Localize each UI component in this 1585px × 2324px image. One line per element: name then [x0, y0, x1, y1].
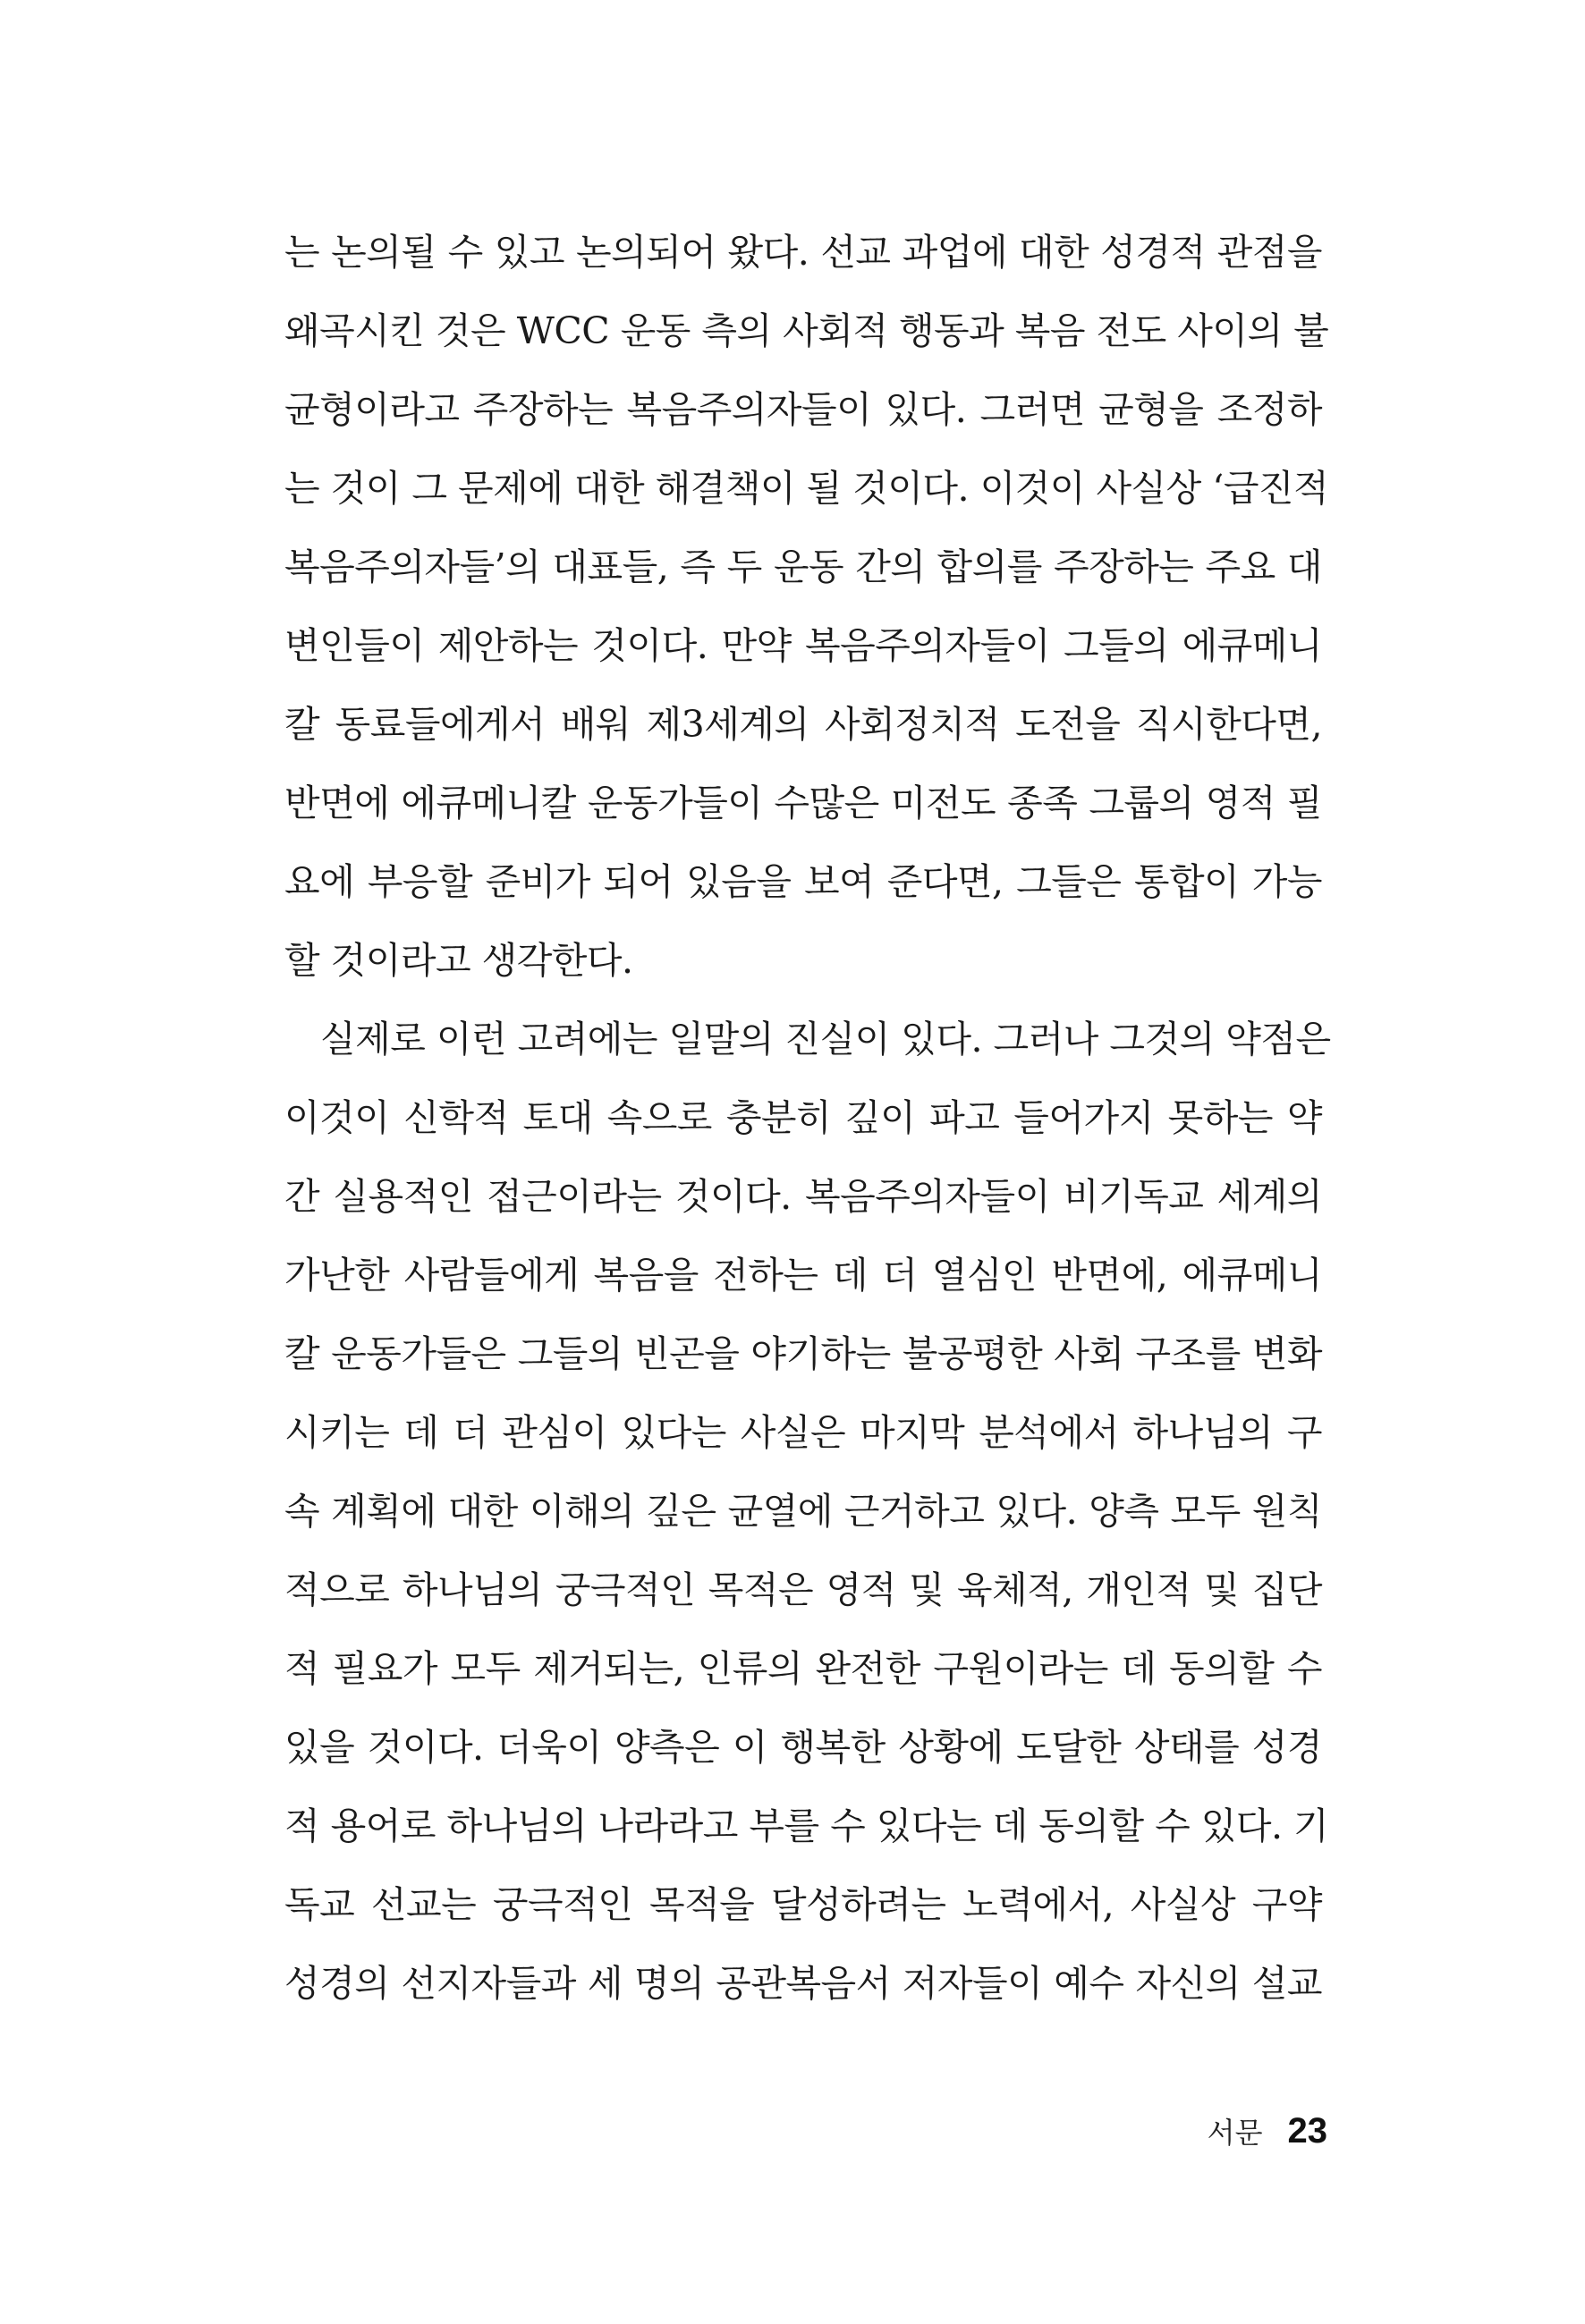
text-line-9: 요에 부응할 준비가 되어 있음을 보여 준다면, 그들은 통합이 가능	[284, 860, 1322, 903]
text-line-4: 는 것이 그 문제에 대한 해결책이 될 것이다. 이것이 사실상 ‘급진적	[284, 467, 1329, 510]
text-line-21: 적 용어로 하나님의 나라라고 부를 수 있다는 데 동의할 수 있다. 기	[284, 1804, 1329, 1847]
text-line-22: 독교 선교는 궁극적인 목적을 달성하려는 노력에서, 사실상 구약	[284, 1883, 1322, 1926]
text-line-20: 있을 것이다. 더욱이 양측은 이 행복한 상황에 도달한 상태를 성경	[284, 1726, 1322, 1769]
text-line-10: 할 것이라고 생각한다.	[284, 939, 633, 982]
page-number: 23	[1287, 2111, 1327, 2151]
text-line-13: 간 실용적인 접근이라는 것이다. 복음주의자들이 비기독교 세계의	[284, 1175, 1322, 1218]
text-line-3: 균형이라고 주장하는 복음주의자들이 있다. 그러면 균형을 조정하	[284, 388, 1322, 431]
text-line-6: 변인들이 제안하는 것이다. 만약 복음주의자들이 그들의 에큐메니	[284, 624, 1322, 667]
text-line-12: 이것이 신학적 토대 속으로 충분히 깊이 파고 들어가지 못하는 약	[284, 1096, 1322, 1139]
page-footer	[1208, 2110, 1327, 2164]
text-line-18: 적으로 하나님의 궁극적인 목적은 영적 및 육체적, 개인적 및 집단	[284, 1568, 1322, 1611]
text-line-5: 복음주의자들’의 대표들, 즉 두 운동 간의 합의를 주장하는 주요 대	[284, 545, 1322, 588]
text-line-19: 적 필요가 모두 제거되는, 인류의 완전한 구원이라는 데 동의할 수	[284, 1647, 1322, 1690]
text-line-14: 가난한 사람들에게 복음을 전하는 데 더 열심인 반면에, 에큐메니	[284, 1254, 1322, 1297]
text-line-23: 성경의 선지자들과 세 명의 공관복음서 저자들이 예수 자신의 설교	[284, 1962, 1322, 2005]
text-line-17: 속 계획에 대한 이해의 깊은 균열에 근거하고 있다. 양측 모두 원칙	[284, 1490, 1322, 1533]
text-line-16: 시키는 데 더 관심이 있다는 사실은 마지막 분석에서 하나님의 구	[284, 1411, 1322, 1454]
text-line-15: 칼 운동가들은 그들의 빈곤을 야기하는 불공평한 사회 구조를 변화	[284, 1332, 1322, 1375]
text-line-1: 는 논의될 수 있고 논의되어 왔다. 선교 과업에 대한 성경적 관점을	[284, 231, 1322, 274]
running-head: 서문	[1207, 2116, 1263, 2150]
text-line-11: 실제로 이런 고려에는 일말의 진실이 있다. 그러나 그것의 약점은	[320, 1018, 1331, 1061]
body-text	[284, 213, 1331, 2023]
text-line-2: 왜곡시킨 것은 WCC 운동 측의 사회적 행동과 복음 전도 사이의 불	[284, 309, 1329, 352]
text-line-8: 반면에 에큐메니칼 운동가들이 수많은 미전도 종족 그룹의 영적 필	[284, 782, 1322, 824]
text-line-7: 칼 동료들에게서 배워 제3세계의 사회정치적 도전을 직시한다면,	[284, 703, 1322, 746]
